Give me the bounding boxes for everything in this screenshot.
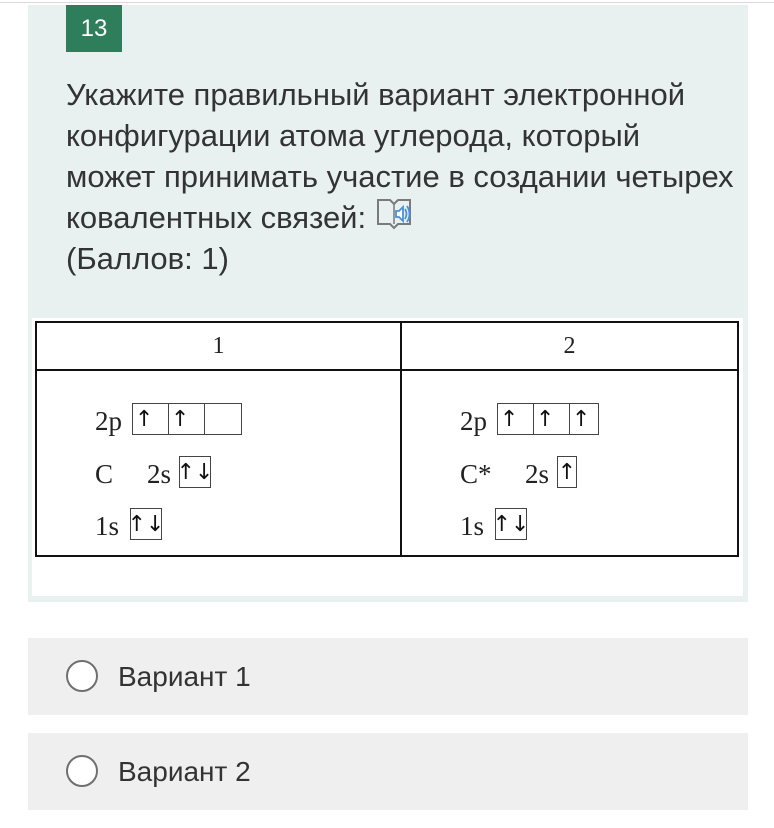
col2-1s-label: 1s (460, 511, 485, 541)
radio-button-2[interactable] (66, 755, 98, 787)
col2-1s-orbital: ↑↓ (492, 511, 530, 537)
top-divider (0, 2, 774, 3)
col2-2p-orbital-1: ↑ (498, 404, 534, 434)
col1-2p-orbital-1: ↑ (133, 404, 169, 434)
answer-option-1[interactable] (28, 638, 748, 715)
col1-1s-orbital: ↑↓ (127, 511, 165, 537)
col2-1s-orbital-box (492, 508, 530, 540)
col1-2s-orbital-box (176, 456, 214, 488)
question-text (66, 74, 736, 243)
answer-option-2-label[interactable]: Вариант 2 (118, 755, 251, 787)
column-header-2: 2 (563, 332, 576, 359)
orbital-diagram-figure (32, 318, 743, 596)
col2-2p-orbital-2: ↑ (534, 404, 570, 434)
question-text-body: Укажите правильный вариант электронной конфигурации атома углерода, который может принимать участие в создании четырех ковалентных связей: (66, 77, 734, 236)
col1-2p-orbital-3 (205, 404, 241, 434)
col1-2s-orbital: ↑↓ (176, 459, 214, 485)
orbital-table (35, 321, 739, 557)
col2-atom-label: C* (460, 459, 492, 489)
col2-2s-label: 2s (525, 459, 550, 489)
col2-2s-orbital-box (557, 456, 577, 488)
question-number-badge: 13 (66, 5, 122, 52)
col1-2p-label: 2p (95, 406, 122, 436)
table-header-divider (37, 369, 737, 371)
radio-button-1[interactable] (66, 660, 98, 692)
col2-2p-orbital-3: ↑ (572, 406, 591, 432)
col2-2p-orbitals (497, 403, 599, 435)
col2-2p-label: 2p (460, 406, 487, 436)
question-points: (Баллов: 1) (66, 241, 229, 276)
col2-2s-orbital: ↑ (557, 459, 577, 485)
column-header-1: 1 (212, 332, 225, 359)
col1-atom-label: C (95, 459, 114, 489)
col1-2p-orbitals (132, 403, 242, 435)
answer-option-2[interactable] (28, 733, 748, 810)
col1-2s-label: 2s (147, 459, 172, 489)
speaker-book-icon[interactable] (374, 194, 414, 240)
col1-1s-label: 1s (95, 511, 120, 541)
col1-1s-orbital-box (127, 508, 165, 540)
answer-option-1-label[interactable]: Вариант 1 (118, 660, 251, 692)
col1-2p-orbital-2: ↑ (169, 404, 205, 434)
